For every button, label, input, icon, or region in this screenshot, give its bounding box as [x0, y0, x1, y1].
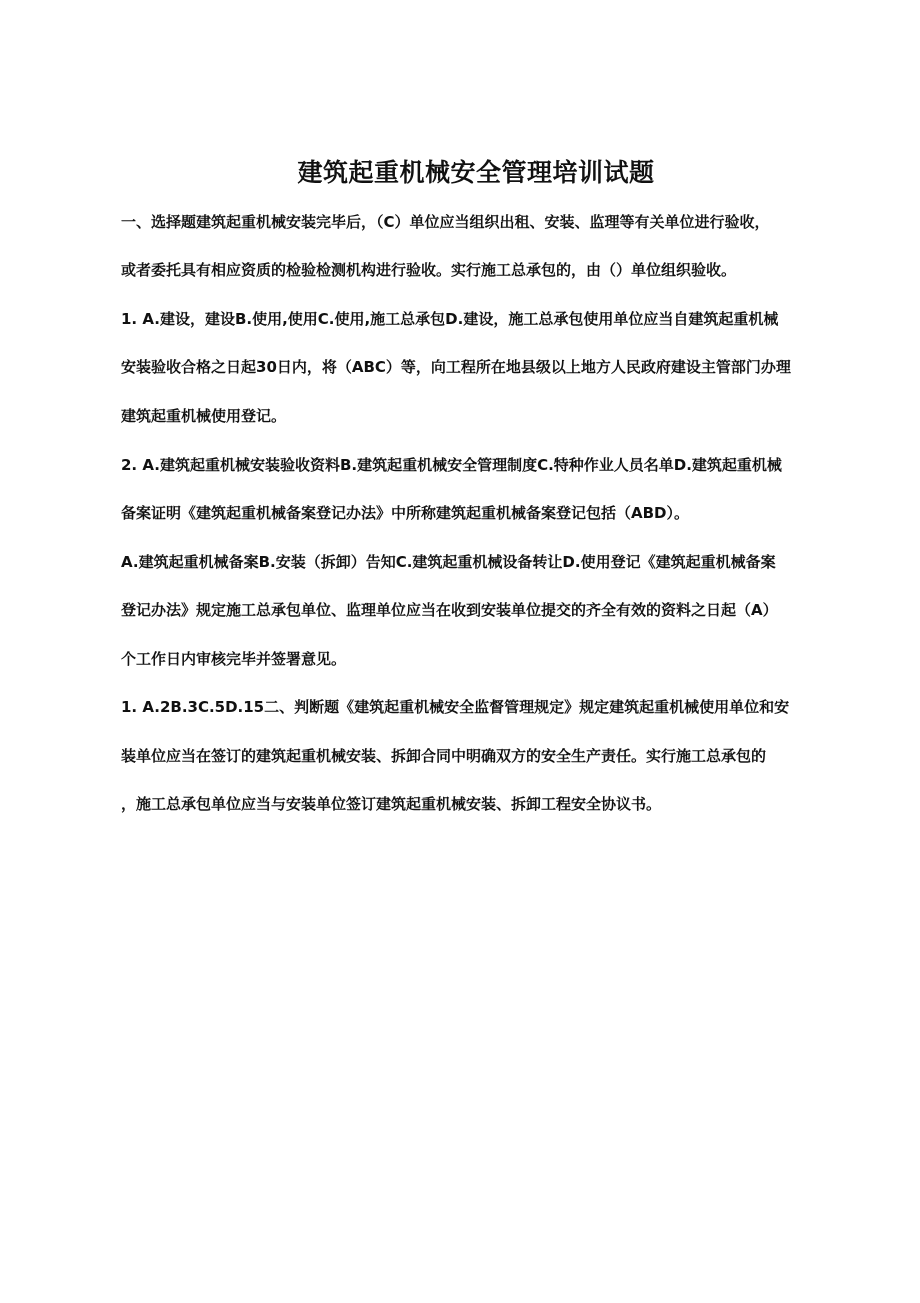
text-line: 个工作日内审核完毕并签署意见。 [121, 650, 347, 668]
text-line: 装单位应当在签订的建筑起重机械安装、拆卸合同中明确双方的安全生产责任。实行施工总承包的 [121, 747, 767, 765]
text-line: 建筑起重机械使用登记。 [121, 407, 287, 425]
text-line: 安装验收合格之日起30日内，将（ABC）等，向工程所在地县级以上地方人民政府建设主管部门办理 [121, 358, 791, 376]
text-line: 备案证明《建筑起重机械备案登记办法》中所称建筑起重机械备案登记包括（ABD）。 [121, 504, 689, 522]
text-line: 一、选择题建筑起重机械安装完毕后，（C）单位应当组织出租、安装、监理等有关单位进行验收， [121, 213, 770, 231]
text-line: 登记办法》规定施工总承包单位、监理单位应当在收到安装单位提交的齐全有效的资料之日起（A） [121, 601, 778, 619]
text-line: 1. A.2B.3C.5D.15二、判断题《建筑起重机械安全监督管理规定》规定建筑起重机械使用单位和安 [121, 698, 790, 716]
text-line: ，施工总承包单位应当与安装单位签订建筑起重机械安装、拆卸工程安全协议书。 [121, 795, 662, 813]
page-title: 建筑起重机械安全管理培训试题 [297, 158, 655, 187]
text-line: 或者委托具有相应资质的检验检测机构进行验收。实行施工总承包的，由（）单位组织验收。 [121, 261, 737, 279]
text-line: 2. A.建筑起重机械安装验收资料B.建筑起重机械安全管理制度C.特种作业人员名单D.建筑起重机械 [121, 456, 782, 474]
text-line: 1. A.建设，建设B.使用,使用C.使用,施工总承包D.建设，施工总承包使用单位应当自建筑起重机械 [121, 310, 779, 328]
text-line: A.建筑起重机械备案B.安装（拆卸）告知C.建筑起重机械设备转让D.使用登记《建筑起重机械备案 [121, 553, 776, 571]
